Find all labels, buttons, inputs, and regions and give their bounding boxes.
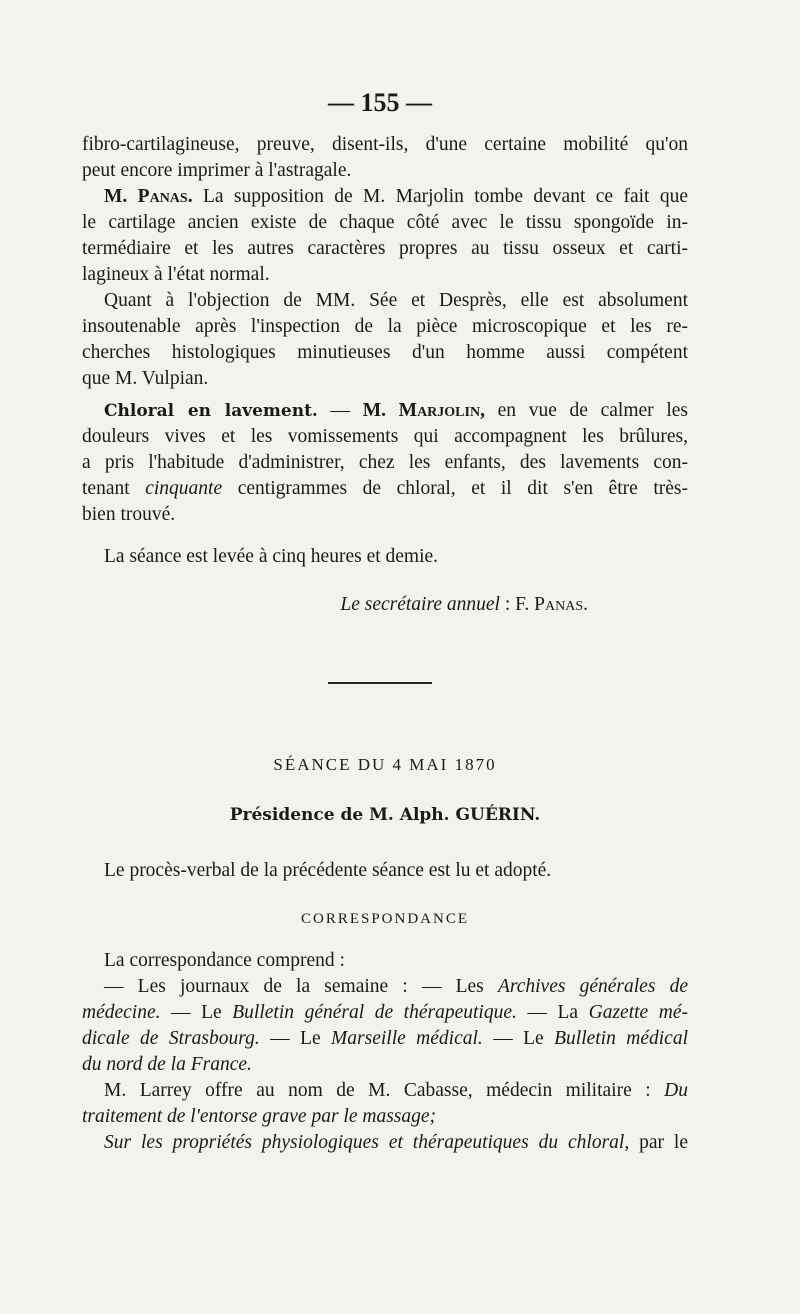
journal-title: médecine.	[82, 1002, 161, 1023]
speaker-name: M. Marjolin,	[362, 400, 485, 421]
page-number: — 155 —	[328, 88, 432, 117]
journal-title: du nord de la France.	[82, 1054, 252, 1075]
speaker-paragraph-line	[82, 184, 688, 210]
text-line: peut encore imprimer à l'astragale.	[82, 160, 352, 181]
text-line	[82, 1130, 688, 1156]
presidence-heading: Présidence de M. Alph. GUÉRIN.	[229, 805, 541, 825]
text-span: M. Larrey offre au nom de M. Cabasse, médecin militaire :	[104, 1080, 665, 1101]
journal-title: Bulletin général de thérapeutique.	[232, 1002, 517, 1023]
text-span: tenant	[82, 478, 146, 499]
text-span: —	[317, 400, 363, 421]
section-divider	[328, 682, 432, 684]
journal-title: Archives générales de	[497, 976, 688, 997]
text-span: — La	[516, 1002, 589, 1023]
text-span: centigrammes de chloral, et il dit s'en être très-	[222, 478, 688, 499]
text-line	[82, 476, 688, 502]
text-line	[82, 1104, 688, 1130]
book-title: Sur les propriétés physiologiques et thérapeutiques du chloral,	[104, 1132, 630, 1153]
italic-span: cinquante	[145, 478, 223, 499]
text-span: en vue de calmer les	[484, 400, 689, 421]
section-heading: Chloral en lavement.	[104, 401, 318, 421]
text-span: — Le	[482, 1028, 555, 1049]
session-title: SÉANCE DU 4 MAI 1870	[273, 755, 497, 774]
text-line	[82, 1000, 688, 1026]
text-line: bien trouvé.	[82, 504, 176, 525]
text-line: a pris l'habitude d'administrer, chez les enfants, des lavements con-	[82, 452, 688, 473]
text-line: le cartilage ancien existe de chaque côté avec le tissu spongoïde in-	[82, 212, 688, 233]
closing-block	[82, 544, 688, 570]
text-line: La correspondance comprend :	[104, 950, 345, 971]
signature-line	[82, 592, 688, 618]
text-line	[82, 1052, 688, 1078]
text-line: insoutenable après l'inspection de la pièce microscopique et les re-	[82, 316, 688, 337]
book-title: traitement de l'entorse grave par le massage;	[82, 1106, 437, 1127]
text-line: fibro-cartilagineuse, preuve, disent-ils, d'une certaine mobilité qu'on	[82, 134, 688, 155]
signature-block	[82, 592, 688, 618]
correspondance-heading: CORRESPONDANCE	[300, 911, 470, 927]
correspondance-heading-block	[82, 906, 688, 932]
text-span: — Le	[259, 1028, 332, 1049]
text-line	[82, 1026, 688, 1052]
journal-title: Marseille médical.	[331, 1028, 483, 1049]
text-span: :	[499, 594, 516, 615]
proces-verbal-line: Le procès-verbal de la précédente séance est lu et adopté.	[104, 860, 552, 881]
correspondance-block	[82, 948, 688, 1156]
journal-title: Bulletin médical	[554, 1028, 688, 1049]
text-line	[82, 1078, 688, 1104]
text-span: La supposition de M. Marjolin tombe devant ce fait que	[192, 186, 688, 207]
text-line: douleurs vives et les vomissements qui accompagnent les brûlures,	[82, 426, 688, 447]
journal-title: dicale de Strasbourg.	[82, 1028, 260, 1049]
text-span: par le	[629, 1132, 688, 1153]
signature-role: Le secrétaire annuel	[340, 594, 500, 615]
proces-verbal-block	[82, 858, 688, 884]
speaker-name: M. Panas.	[104, 186, 193, 207]
text-line: lagineux à l'état normal.	[82, 264, 270, 285]
session-title-block	[82, 752, 688, 778]
presidence-block	[82, 802, 688, 828]
chloral-first-line	[82, 398, 688, 424]
text-span: — Les journaux de la semaine : — Les	[104, 976, 498, 997]
signature-name: F. Panas.	[515, 594, 588, 615]
text-block-panas	[82, 132, 688, 392]
book-title: Du	[664, 1080, 688, 1101]
text-line: Quant à l'objection de MM. Sée et Desprès, elle est absolument	[104, 290, 688, 311]
text-block-chloral	[82, 398, 688, 528]
journal-title: Gazette mé-	[588, 1002, 688, 1023]
text-span: — Le	[160, 1002, 233, 1023]
session-close-line: La séance est levée à cinq heures et demie.	[104, 546, 439, 567]
text-line: cherches histologiques minutieuses d'un homme aussi compétent	[82, 342, 688, 363]
text-line	[82, 974, 688, 1000]
text-line: que M. Vulpian.	[82, 368, 209, 389]
text-line: termédiaire et les autres caractères propres au tissu osseux et carti-	[82, 238, 688, 259]
